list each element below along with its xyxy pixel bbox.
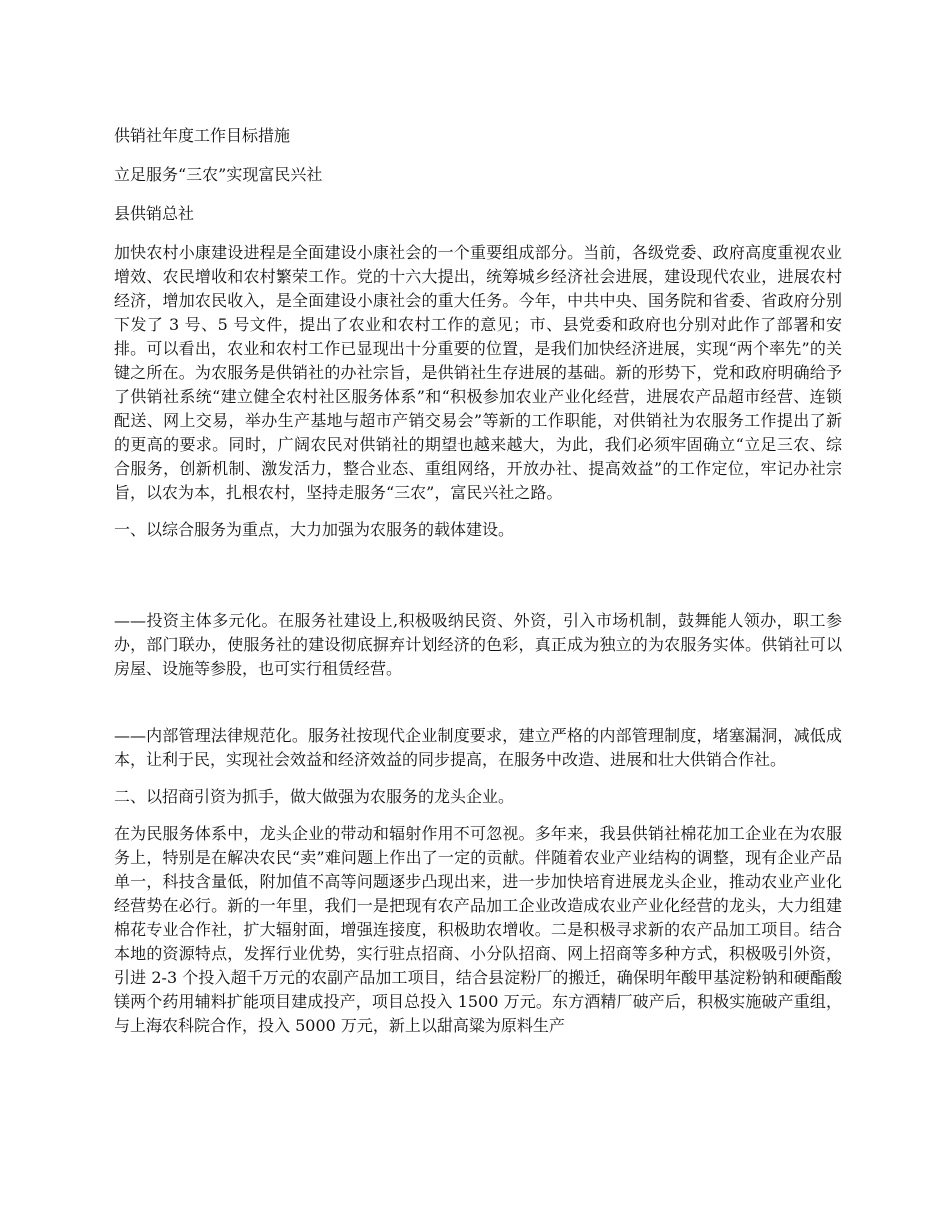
section1-paragraph-management: ——内部管理法律规范化。服务社按现代企业制度要求，建立严格的内部管理制度，堵塞漏洞，减低成本，让利于民，实现社会效益和经济效益的同步提高，在服务中改造、进展和壮大供销合作社。 bbox=[114, 726, 842, 769]
blank-space bbox=[114, 555, 842, 609]
section2-paragraph: 在为民服务体系中，龙头企业的带动和辐射作用不可忽视。多年来，我县供销社棉花加工企业在为农服务上，特别是在解决农民“卖”难问题上作出了一定的贡献。伴随着农业产业结构的调整，现有企业产品单一，科技含量低，附加值不高等问题逐步凸现出来，进一步加快培育进展龙头企业，推动农业产业化经营势在必行。新的一年里，我们一是把现有农产品加工企业改造成农业产业化经营的龙头，大力组建棉花专业合作社，扩大辐射面，增强连接度，积极助农增收。二是积极寻求新的农产品加工项目。结合本地的资源特点，发挥行业优势，实行驻点招商、小分队招商、网上招商等多种方式，积极吸引外资，引进 2-3 个投入超千万元的农副产品加工项目，结合县淀粉厂的搬迁，确保明年酸甲基淀粉钠和硬酯酸镁两个药用辅料扩能项目建成投产，项目总投入 1500 万元。东方酒精厂破产后，积极实施破产重组，与上海农科院合作，投入 5000 万元，新上以甜高粱为原料生产 bbox=[114, 824, 842, 1035]
section1-heading: 一、以综合服务为重点，大力加强为农服务的载体建设。 bbox=[114, 520, 515, 539]
document-title: 供销社年度工作目标措施 bbox=[114, 126, 291, 145]
intro-paragraph: 加快农村小康建设进程是全面建设小康社会的一个重要组成部分。当前，各级党委、政府高度重视农业增效、农民增收和农村繁荣工作。党的十六大提出，统筹城乡经济社会进展，建设现代农业，进展农村经济，增加农民收入，是全面建设小康社会的重大任务。今年，中共中央、国务院和省委、省政府分别下发了 3 号、5 号文件，提出了农业和农村工作的意见；市、县党委和政府也分别对此作了部署和安排。可以看出，农业和农村工作已显现出十分重要的位置，是我们加快经济进展，实现“两个率先”的关键之所在。为农服务是供销社的办社宗旨，是供销社生存进展的基础。新的形势下，党和政府明确给予了供销社系统“建立健全农村社区服务体系”和“积极参加农业产业化经营，进展农产品超市经营、连锁配送、网上交易，举办生产基地与超市产销交易会”等新的工作职能，对供销社为农服务工作提出了新的更高的要求。同时，广阔农民对供销社的期望也越来越大，为此，我们必须牢固确立“立足三农、综合服务，创新机制、激发活力，整合业态、重组网络，开放办社、提高效益”的工作定位，牢记办社宗旨，以农为本，扎根农村，坚持走服务“三农”，富民兴社之路。 bbox=[114, 243, 842, 502]
section1-paragraph-investment: ——投资主体多元化。在服务社建设上,积极吸纳民资、外资，引入市场机制，鼓舞能人领办，职工参办，部门联办，使服务社的建设彻底摒弃计划经济的色彩，真正成为独立的为农服务实体。供销社可以房屋、设施等参股，也可实行租赁经营。 bbox=[114, 611, 842, 678]
section2-heading: 二、以招商引资为抓手，做大做强为农服务的龙头企业。 bbox=[114, 787, 515, 806]
document-body bbox=[114, 124, 842, 1051]
blank-space bbox=[114, 694, 842, 724]
document-author: 县供销总社 bbox=[114, 204, 195, 223]
document-subtitle: 立足服务“三农”实现富民兴社 bbox=[114, 165, 323, 184]
